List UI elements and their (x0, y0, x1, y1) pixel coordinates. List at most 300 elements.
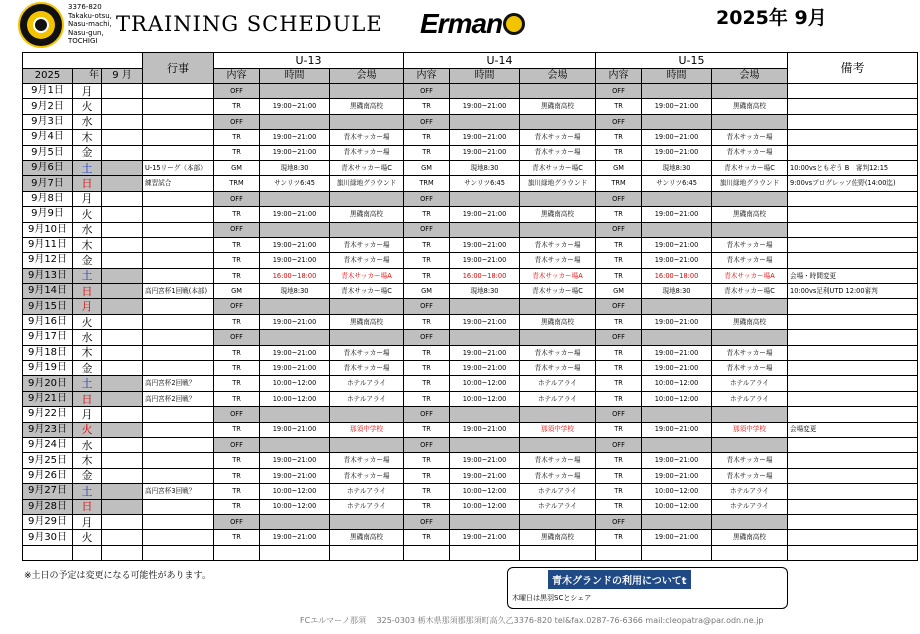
remark-cell (788, 499, 918, 514)
u14-venue-cell: 那須中学校 (520, 422, 596, 437)
u14-content-cell: OFF (404, 191, 450, 206)
u14-time-cell: 19:00~21:00 (450, 99, 520, 114)
u13-time-cell: 19:00~21:00 (260, 130, 330, 145)
date-cell: 9月13日 (23, 268, 73, 283)
date-cell: 9月6日 (23, 160, 73, 175)
u13-time-cell (260, 222, 330, 237)
table-row (23, 176, 918, 191)
schedule-table (22, 52, 918, 561)
u14-venue-cell: 黒磯南高校 (520, 530, 596, 545)
blank-cell (102, 268, 143, 283)
u14-time-cell: 10:00~12:00 (450, 499, 520, 514)
u14-venue-cell: 青木サッカー場 (520, 468, 596, 483)
u15-content-cell: TR (596, 530, 642, 545)
blank-cell (102, 299, 143, 314)
u15-venue-cell: ホテルアライ (712, 376, 788, 391)
table-row (23, 222, 918, 237)
u13-venue-cell: 旗川緑地グラウンド (330, 176, 404, 191)
u14-venue-cell: 青木サッカー場 (520, 361, 596, 376)
u13-content-cell: TR (214, 484, 260, 499)
u13-content-cell: TR (214, 530, 260, 545)
u14-time-cell: 19:00~21:00 (450, 130, 520, 145)
u15-header: U-15 (596, 53, 788, 69)
u13-venue-cell (330, 299, 404, 314)
u14-content-cell: GM (404, 160, 450, 175)
u14-content-cell: GM (404, 284, 450, 299)
u13-content-cell: OFF (214, 114, 260, 129)
u13-venue-cell: 青木サッカー場 (330, 253, 404, 268)
table-row (23, 253, 918, 268)
u13-content-cell: OFF (214, 514, 260, 529)
u13-content-cell: OFF (214, 407, 260, 422)
blank-cell (102, 545, 143, 560)
blank-cell (102, 530, 143, 545)
u14-time-cell: 19:00~21:00 (450, 422, 520, 437)
u14-time-cell (450, 437, 520, 452)
event-cell (143, 253, 214, 268)
u14-venue-cell: 青木サッカー場A (520, 268, 596, 283)
u14-content-cell: OFF (404, 437, 450, 452)
event-cell (143, 84, 214, 99)
u15-content-cell: TR (596, 130, 642, 145)
date-cell: 9月19日 (23, 361, 73, 376)
u13-time-cell (260, 407, 330, 422)
weekday-cell: 日 (73, 499, 102, 514)
remark-cell (788, 114, 918, 129)
u14-content-cell: TR (404, 468, 450, 483)
u14-time-cell: 19:00~21:00 (450, 530, 520, 545)
venue-header: 会場 (712, 69, 788, 84)
u13-content-cell: GM (214, 160, 260, 175)
table-row (23, 453, 918, 468)
u13-time-cell: 19:00~21:00 (260, 99, 330, 114)
u13-time-cell: 10:00~12:00 (260, 499, 330, 514)
u14-content-cell: TR (404, 376, 450, 391)
u15-venue-cell: ホテルアライ (712, 484, 788, 499)
table-row (23, 114, 918, 129)
remark-cell (788, 222, 918, 237)
corner-cell (23, 53, 143, 69)
date-cell: 9月11日 (23, 237, 73, 252)
u13-content-cell: OFF (214, 330, 260, 345)
event-cell (143, 222, 214, 237)
blank-cell (712, 545, 788, 560)
u15-content-cell: TR (596, 391, 642, 406)
time-header: 時間 (642, 69, 712, 84)
u14-venue-cell: 青木サッカー場 (520, 237, 596, 252)
u13-venue-cell: ホテルアライ (330, 391, 404, 406)
u13-content-cell: OFF (214, 84, 260, 99)
u14-venue-cell (520, 437, 596, 452)
u14-venue-cell (520, 84, 596, 99)
u15-time-cell: 10:00~12:00 (642, 484, 712, 499)
blank-cell (102, 84, 143, 99)
u14-content-cell: OFF (404, 330, 450, 345)
event-cell (143, 114, 214, 129)
content-header: 内容 (596, 69, 642, 84)
blank-cell (642, 545, 712, 560)
remarks-header: 備考 (788, 53, 918, 84)
date-cell: 9月22日 (23, 407, 73, 422)
u15-content-cell: TR (596, 237, 642, 252)
u14-time-cell: 19:00~21:00 (450, 207, 520, 222)
table-row (23, 330, 918, 345)
page-title: TRAINING SCHEDULE (116, 12, 383, 36)
u14-time-cell: 10:00~12:00 (450, 484, 520, 499)
remark-cell (788, 84, 918, 99)
u14-content-cell: TR (404, 361, 450, 376)
u14-content-cell: OFF (404, 514, 450, 529)
u14-header: U-14 (404, 53, 596, 69)
u15-venue-cell (712, 330, 788, 345)
u14-content-cell: OFF (404, 84, 450, 99)
u15-time-cell: 19:00~21:00 (642, 530, 712, 545)
u15-content-cell: TR (596, 361, 642, 376)
event-cell (143, 130, 214, 145)
u14-content-cell: TR (404, 253, 450, 268)
u15-content-cell: OFF (596, 191, 642, 206)
blank-cell (102, 345, 143, 360)
u13-time-cell (260, 299, 330, 314)
weekday-cell: 月 (73, 191, 102, 206)
event-cell (143, 191, 214, 206)
date-cell: 9月23日 (23, 422, 73, 437)
u15-venue-cell: 青木サッカー場 (712, 237, 788, 252)
u15-content-cell: OFF (596, 437, 642, 452)
weekday-cell: 水 (73, 330, 102, 345)
u14-time-cell: 19:00~21:00 (450, 361, 520, 376)
u14-content-cell: TR (404, 268, 450, 283)
weekday-cell: 火 (73, 207, 102, 222)
weekday-cell: 火 (73, 530, 102, 545)
u13-content-cell: GM (214, 284, 260, 299)
table-row (23, 130, 918, 145)
u15-content-cell: TR (596, 453, 642, 468)
u15-time-cell: 19:00~21:00 (642, 468, 712, 483)
blank-cell (102, 514, 143, 529)
u13-venue-cell (330, 114, 404, 129)
weekday-cell: 火 (73, 99, 102, 114)
u14-time-cell: サンリツ6:45 (450, 176, 520, 191)
event-cell: 高円宮杯2回戦？ (143, 391, 214, 406)
event-cell: 高円宮杯3回戦？ (143, 484, 214, 499)
table-row (23, 391, 918, 406)
u15-venue-cell (712, 299, 788, 314)
u14-time-cell: 19:00~21:00 (450, 468, 520, 483)
u13-time-cell: 10:00~12:00 (260, 391, 330, 406)
blank-cell (520, 545, 596, 560)
date-cell: 9月20日 (23, 376, 73, 391)
event-cell (143, 499, 214, 514)
table-row (23, 514, 918, 529)
blank-cell (102, 176, 143, 191)
u15-venue-cell (712, 114, 788, 129)
weekday-cell: 土 (73, 376, 102, 391)
remark-cell: 会場・時間変更 (788, 268, 918, 283)
year-cell: 2025 (23, 69, 73, 84)
u13-content-cell: TR (214, 453, 260, 468)
blank-cell (102, 330, 143, 345)
u14-venue-cell (520, 330, 596, 345)
month-title: 2025年 9月 (716, 7, 827, 29)
blank-cell (102, 314, 143, 329)
u15-content-cell: TR (596, 207, 642, 222)
u15-content-cell: GM (596, 284, 642, 299)
event-cell (143, 237, 214, 252)
u13-venue-cell: 那須中学校 (330, 422, 404, 437)
date-cell: 9月28日 (23, 499, 73, 514)
u15-time-cell: サンリツ6:45 (642, 176, 712, 191)
event-cell (143, 530, 214, 545)
table-row (23, 284, 918, 299)
remark-cell (788, 191, 918, 206)
time-header: 時間 (260, 69, 330, 84)
u14-time-cell (450, 114, 520, 129)
date-cell: 9月18日 (23, 345, 73, 360)
u15-venue-cell: ホテルアライ (712, 499, 788, 514)
event-header: 行事 (143, 53, 214, 84)
u15-venue-cell: 青木サッカー場 (712, 453, 788, 468)
table-row (23, 314, 918, 329)
table-row (23, 499, 918, 514)
u14-venue-cell: 青木サッカー場C (520, 284, 596, 299)
u14-content-cell: TR (404, 453, 450, 468)
blank-cell (102, 237, 143, 252)
u13-content-cell: TR (214, 314, 260, 329)
u13-venue-cell: 黒磯南高校 (330, 314, 404, 329)
date-cell: 9月16日 (23, 314, 73, 329)
date-cell: 9月29日 (23, 514, 73, 529)
u15-time-cell: 19:00~21:00 (642, 145, 712, 160)
nen-cell: 年 (73, 69, 102, 84)
u14-venue-cell: 青木サッカー場 (520, 453, 596, 468)
u15-time-cell: 10:00~12:00 (642, 499, 712, 514)
weekday-cell: 木 (73, 453, 102, 468)
u14-venue-cell (520, 222, 596, 237)
date-cell: 9月7日 (23, 176, 73, 191)
info-box-text: 木曜日は黒羽SCとシェア (512, 594, 592, 602)
u15-venue-cell (712, 191, 788, 206)
event-cell (143, 145, 214, 160)
u13-time-cell: 19:00~21:00 (260, 253, 330, 268)
u13-time-cell (260, 84, 330, 99)
u15-venue-cell: 青木サッカー場C (712, 284, 788, 299)
u14-content-cell: TR (404, 99, 450, 114)
weekday-cell: 月 (73, 299, 102, 314)
u15-venue-cell: ホテルアライ (712, 391, 788, 406)
remark-cell (788, 314, 918, 329)
weekday-cell: 水 (73, 114, 102, 129)
table-row (23, 299, 918, 314)
u15-time-cell (642, 330, 712, 345)
weekday-cell: 火 (73, 422, 102, 437)
u15-venue-cell: 那須中学校 (712, 422, 788, 437)
weekday-cell: 月 (73, 407, 102, 422)
date-cell: 9月30日 (23, 530, 73, 545)
u15-time-cell: 19:00~21:00 (642, 253, 712, 268)
u13-content-cell: TR (214, 253, 260, 268)
u15-time-cell (642, 84, 712, 99)
blank-cell (73, 545, 102, 560)
u15-time-cell: 19:00~21:00 (642, 361, 712, 376)
u13-content-cell: TR (214, 99, 260, 114)
u15-venue-cell: 青木サッカー場 (712, 468, 788, 483)
u13-time-cell: 現地8:30 (260, 284, 330, 299)
date-cell: 9月24日 (23, 437, 73, 452)
u14-venue-cell: 黒磯南高校 (520, 314, 596, 329)
blank-cell (102, 484, 143, 499)
u15-venue-cell: 青木サッカー場 (712, 361, 788, 376)
u13-venue-cell (330, 330, 404, 345)
u15-venue-cell: 旗川緑地グラウンド (712, 176, 788, 191)
u15-content-cell: TR (596, 376, 642, 391)
u15-time-cell (642, 299, 712, 314)
table-row (23, 468, 918, 483)
u13-venue-cell: 青木サッカー場 (330, 468, 404, 483)
u15-time-cell: 19:00~21:00 (642, 99, 712, 114)
u13-content-cell: TR (214, 499, 260, 514)
u13-venue-cell: 黒磯南高校 (330, 207, 404, 222)
blank-cell (102, 130, 143, 145)
table-row (23, 422, 918, 437)
date-cell: 9月17日 (23, 330, 73, 345)
u14-time-cell (450, 299, 520, 314)
u15-venue-cell: 青木サッカー場 (712, 345, 788, 360)
blank-cell (450, 545, 520, 560)
u15-content-cell: OFF (596, 299, 642, 314)
u13-content-cell: TRM (214, 176, 260, 191)
u13-time-cell: 10:00~12:00 (260, 484, 330, 499)
u15-time-cell: 16:00~18:00 (642, 268, 712, 283)
date-cell: 9月4日 (23, 130, 73, 145)
remark-cell (788, 207, 918, 222)
blank-cell (102, 499, 143, 514)
u15-content-cell: GM (596, 160, 642, 175)
u13-venue-cell: 青木サッカー場 (330, 237, 404, 252)
club-address: 3376-820 Takaku-otsu, Nasu-machi, Nasu-gun, TOCHIGI (68, 3, 112, 45)
u13-header: U-13 (214, 53, 404, 69)
u15-content-cell: TR (596, 314, 642, 329)
u15-time-cell (642, 514, 712, 529)
u14-content-cell: TRM (404, 176, 450, 191)
u15-content-cell: TR (596, 253, 642, 268)
u14-time-cell: 19:00~21:00 (450, 453, 520, 468)
u15-venue-cell (712, 407, 788, 422)
u15-content-cell: TR (596, 468, 642, 483)
u15-venue-cell (712, 437, 788, 452)
table-row (23, 376, 918, 391)
u13-venue-cell (330, 222, 404, 237)
u14-content-cell: TR (404, 422, 450, 437)
info-box (507, 567, 788, 609)
u15-content-cell: TR (596, 499, 642, 514)
u15-venue-cell: 青木サッカー場 (712, 145, 788, 160)
u14-venue-cell: ホテルアライ (520, 499, 596, 514)
blank-cell (330, 545, 404, 560)
remark-cell (788, 330, 918, 345)
u13-time-cell: 19:00~21:00 (260, 145, 330, 160)
blank-cell (102, 284, 143, 299)
u13-time-cell: 19:00~21:00 (260, 361, 330, 376)
content-header: 内容 (214, 69, 260, 84)
weekday-cell: 火 (73, 314, 102, 329)
u13-time-cell: 現地8:30 (260, 160, 330, 175)
u13-venue-cell: 青木サッカー場 (330, 345, 404, 360)
weekday-cell: 日 (73, 176, 102, 191)
weekday-cell: 木 (73, 130, 102, 145)
table-row (23, 145, 918, 160)
remark-cell (788, 453, 918, 468)
u15-time-cell (642, 407, 712, 422)
u15-venue-cell: 青木サッカー場C (712, 160, 788, 175)
u15-content-cell: OFF (596, 114, 642, 129)
u14-time-cell: 19:00~21:00 (450, 237, 520, 252)
table-row (23, 530, 918, 545)
blank-cell (102, 160, 143, 175)
remark-cell (788, 391, 918, 406)
u13-venue-cell (330, 514, 404, 529)
u15-time-cell: 19:00~21:00 (642, 237, 712, 252)
u13-time-cell: 19:00~21:00 (260, 422, 330, 437)
date-cell: 9月8日 (23, 191, 73, 206)
u14-content-cell: TR (404, 484, 450, 499)
u14-time-cell (450, 330, 520, 345)
date-cell: 9月9日 (23, 207, 73, 222)
u13-time-cell: 10:00~12:00 (260, 376, 330, 391)
u13-time-cell: 19:00~21:00 (260, 468, 330, 483)
u14-content-cell: TR (404, 391, 450, 406)
u13-content-cell: OFF (214, 222, 260, 237)
event-cell (143, 468, 214, 483)
weekday-cell: 土 (73, 268, 102, 283)
event-cell (143, 514, 214, 529)
table-row (23, 361, 918, 376)
u15-venue-cell: 黒磯南高校 (712, 314, 788, 329)
remark-cell (788, 468, 918, 483)
remark-cell (788, 299, 918, 314)
u14-time-cell: 16:00~18:00 (450, 268, 520, 283)
u14-time-cell: 10:00~12:00 (450, 376, 520, 391)
weekday-cell: 水 (73, 437, 102, 452)
weekday-cell: 金 (73, 468, 102, 483)
u15-time-cell: 19:00~21:00 (642, 422, 712, 437)
u15-time-cell: 19:00~21:00 (642, 207, 712, 222)
event-cell (143, 361, 214, 376)
u13-venue-cell: 青木サッカー場C (330, 284, 404, 299)
table-row (23, 160, 918, 175)
u14-time-cell (450, 191, 520, 206)
u13-content-cell: OFF (214, 437, 260, 452)
weekday-cell: 土 (73, 160, 102, 175)
blank-cell (404, 545, 450, 560)
u13-content-cell: TR (214, 345, 260, 360)
event-cell (143, 299, 214, 314)
event-cell: U-15リーグ（本部） (143, 160, 214, 175)
weekday-cell: 木 (73, 237, 102, 252)
u14-venue-cell: 青木サッカー場 (520, 130, 596, 145)
u15-content-cell: TR (596, 345, 642, 360)
blank-cell (102, 222, 143, 237)
u15-venue-cell: 黒磯南高校 (712, 207, 788, 222)
u15-venue-cell (712, 84, 788, 99)
table-row (23, 237, 918, 252)
u15-time-cell: 19:00~21:00 (642, 345, 712, 360)
blank-cell (102, 468, 143, 483)
u14-content-cell: OFF (404, 299, 450, 314)
weekday-cell: 金 (73, 253, 102, 268)
date-cell: 9月14日 (23, 284, 73, 299)
u13-venue-cell: 青木サッカー場 (330, 130, 404, 145)
